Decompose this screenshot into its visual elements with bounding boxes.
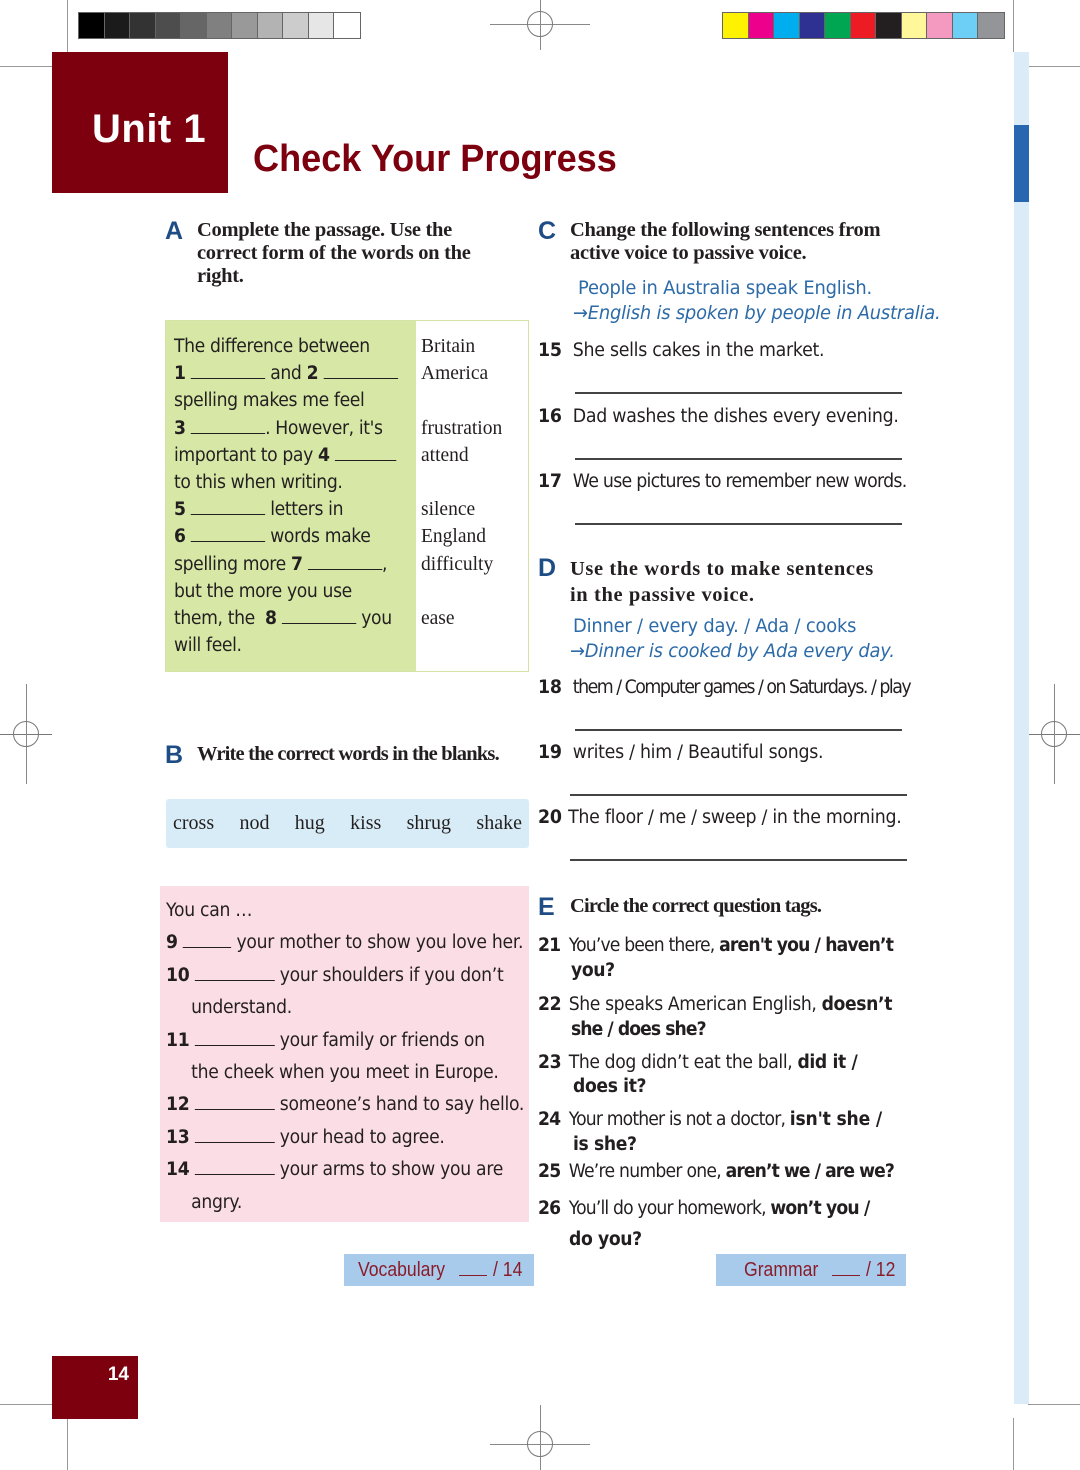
passage-line [174, 605, 399, 632]
word-bank-item: hug [294, 812, 325, 834]
item-text: The dog didn’t eat the ball, [568, 1052, 798, 1073]
color-swatch [207, 13, 233, 38]
color-swatch [953, 13, 979, 38]
section-a-passage-box [165, 320, 529, 672]
item-number: 14 [166, 1159, 190, 1181]
item-number: 10 [166, 964, 190, 986]
d-item [538, 677, 910, 698]
grammar-score-box [716, 1254, 906, 1286]
source-word [421, 632, 528, 659]
intro-line: You can … [166, 900, 253, 921]
item-text: writes / him / Beautiful songs. [572, 742, 824, 763]
item-number: 18 [538, 677, 562, 698]
color-swatch [800, 13, 826, 38]
source-word: silence [421, 499, 476, 521]
word-bank-item: cross [173, 812, 215, 834]
blank-6[interactable] [191, 524, 265, 542]
passage-text: them, the [174, 607, 255, 629]
tag-options[interactable]: doesn’t [821, 994, 893, 1015]
blank-number: 3 [174, 417, 186, 439]
color-swatch [181, 13, 207, 38]
passage-text: letters in [270, 499, 344, 521]
section-e-heading [538, 895, 821, 919]
blank-2[interactable] [323, 361, 397, 379]
color-swatch [334, 13, 360, 38]
word-column [416, 321, 528, 671]
blank-7[interactable] [308, 552, 382, 570]
color-swatch [79, 13, 105, 38]
instruction-line: in the passive voice. [570, 584, 755, 606]
blank-number: 6 [174, 526, 186, 548]
passage-line [174, 496, 399, 523]
item-number: 12 [166, 1094, 190, 1116]
color-swatch [774, 13, 800, 38]
item-text: your arms to show you are [279, 1159, 504, 1181]
tag-options-cont[interactable]: is she? [573, 1134, 637, 1155]
registration-mark-bottom [490, 1420, 590, 1470]
side-strip [1014, 52, 1029, 1404]
process-color-bar [722, 12, 1005, 39]
passage-text: will feel. [174, 635, 242, 657]
registration-mark-left [0, 684, 60, 784]
instruction-line: correct form of the words on the [197, 242, 471, 264]
section-b-heading [165, 743, 499, 767]
word-bank-item: shrug [406, 812, 452, 834]
answer-line-19[interactable] [570, 794, 907, 796]
crop-mark [1013, 1418, 1014, 1470]
section-letter: A [165, 217, 184, 245]
e-item [538, 933, 893, 959]
item-text: them / Computer games / on Saturdays. / play [572, 677, 911, 698]
blank-13[interactable] [195, 1125, 275, 1143]
tag-options[interactable]: did it / [797, 1052, 858, 1073]
section-b-instruction: Write the correct words in the blanks. [197, 743, 499, 765]
grayscale-color-bar [78, 12, 361, 39]
e-item [538, 1159, 894, 1185]
tag-options[interactable]: aren't you / haven’t [719, 935, 894, 956]
passage-text: words make [270, 526, 371, 548]
b-item [166, 1123, 504, 1155]
section-letter: E [538, 893, 555, 921]
score-total: / 12 [866, 1259, 896, 1281]
passage-text: you [361, 607, 392, 629]
section-c-instruction [570, 219, 880, 265]
item-text: You’ve been there, [568, 935, 720, 956]
b-item-cont: the cheek when you meet in Europe. [191, 1061, 499, 1083]
tag-options-cont[interactable]: you? [571, 960, 615, 981]
b-item [166, 1026, 504, 1058]
word-bank-item: kiss [350, 812, 382, 834]
section-c-heading [538, 219, 880, 265]
blank-number: 4 [318, 444, 330, 466]
example-answer: →Dinner is cooked by Ada every day. [570, 640, 895, 662]
answer-line-20[interactable] [570, 859, 907, 861]
side-tab-marker [1014, 125, 1029, 202]
color-swatch [258, 13, 284, 38]
tag-options-cont[interactable]: she / does she? [571, 1019, 706, 1040]
score-label: Grammar [744, 1259, 819, 1281]
registration-mark-top [490, 0, 590, 50]
e-item [538, 992, 892, 1018]
page-number: 14 [107, 1364, 129, 1385]
item-number: 17 [538, 471, 562, 492]
section-d-example [573, 614, 856, 640]
word-bank-item: nod [239, 812, 270, 834]
color-swatch [876, 13, 902, 38]
b-item [166, 1090, 525, 1122]
tag-options-cont[interactable]: do you? [569, 1229, 642, 1250]
blank-8[interactable] [282, 606, 356, 624]
blank-number: 7 [290, 553, 303, 575]
passage-line [174, 442, 399, 469]
passage-text: The difference between [174, 336, 370, 357]
passage-line [174, 415, 399, 442]
answer-line-17[interactable] [575, 523, 902, 525]
source-word: America [421, 363, 489, 385]
blank-4[interactable] [335, 443, 396, 461]
c-item [538, 340, 824, 361]
answer-line-16[interactable] [575, 458, 902, 460]
item-number: 24 [538, 1109, 561, 1130]
item-text: Dad washes the dishes every evening. [572, 406, 899, 427]
item-text: your mother to show you love her. [236, 932, 524, 954]
color-swatch [927, 13, 953, 38]
page-number-badge [52, 1356, 138, 1419]
blank-5[interactable] [191, 497, 265, 515]
item-text: Your mother is not a doctor, [568, 1109, 790, 1130]
passage-text: to this when writing. [174, 471, 343, 493]
grammar-score-blank[interactable] [832, 1258, 860, 1276]
section-d-example-answer [570, 639, 895, 665]
word-bank-item: shake [476, 812, 522, 834]
color-swatch [309, 13, 335, 38]
color-swatch [232, 13, 258, 38]
color-swatch [723, 13, 749, 38]
score-label: Vocabulary [358, 1259, 446, 1281]
item-number: 13 [166, 1126, 190, 1148]
color-swatch [105, 13, 131, 38]
registration-mark-right [1028, 684, 1080, 784]
color-swatch [156, 13, 182, 38]
example-answer: →English is spoken by people in Australia. [573, 302, 941, 324]
passage-line [174, 360, 399, 387]
vocabulary-score-blank[interactable] [459, 1258, 487, 1276]
instruction-line: Change the following sentences from [570, 219, 881, 241]
section-c-example [578, 276, 872, 302]
b-item-cont: understand. [191, 997, 292, 1019]
passage-line [174, 578, 399, 605]
item-number: 9 [166, 932, 178, 954]
c-item [538, 471, 906, 492]
score-total: / 14 [492, 1259, 523, 1281]
b-item [166, 961, 504, 993]
unit-label: Unit 1 [92, 107, 207, 151]
example-sentence: Dinner / every day. / Ada / cooks [573, 615, 857, 637]
answer-line-18[interactable] [575, 729, 902, 731]
source-word: England [421, 526, 486, 548]
source-word: difficulty [421, 553, 494, 575]
tag-options-cont[interactable]: does it? [573, 1076, 647, 1097]
item-text: your shoulders if you don’t [279, 964, 504, 986]
passage-text: . However, it's [265, 417, 383, 439]
passage-column [166, 321, 416, 671]
b-item-cont: angry. [191, 1191, 243, 1213]
blank-9[interactable] [183, 930, 231, 948]
crop-mark [0, 66, 52, 67]
section-d-heading [538, 556, 874, 608]
item-text: someone’s hand to say hello. [279, 1094, 525, 1116]
crop-mark [67, 0, 68, 52]
item-number: 22 [538, 994, 562, 1015]
d-item [538, 807, 901, 828]
passage-text: spelling makes me feel [174, 390, 365, 412]
section-letter: D [538, 554, 557, 582]
crop-mark [1013, 0, 1014, 52]
vocabulary-score-box [344, 1254, 534, 1286]
instruction-line: Complete the passage. Use the [197, 219, 452, 241]
color-swatch [825, 13, 851, 38]
crop-mark [0, 1404, 52, 1405]
blank-number: 1 [174, 363, 186, 385]
item-number: 15 [538, 340, 562, 361]
blank-number: 2 [306, 363, 319, 385]
item-text: The floor / me / sweep / in the morning. [568, 807, 902, 828]
item-text: your head to agree. [279, 1126, 445, 1148]
e-item [538, 1107, 882, 1133]
color-swatch [902, 13, 928, 38]
passage-text: , [382, 553, 388, 575]
item-number: 11 [166, 1029, 190, 1051]
e-item [538, 1050, 857, 1076]
blank-number: 8 [265, 607, 277, 629]
item-number: 16 [538, 406, 562, 427]
item-number: 26 [538, 1198, 561, 1219]
tag-options[interactable]: aren’t we / are we? [725, 1161, 894, 1182]
passage-line [174, 469, 399, 496]
b-item [166, 928, 524, 960]
passage-line [174, 523, 399, 550]
e-item [538, 1196, 869, 1222]
instruction-line: active voice to passive voice. [570, 242, 807, 264]
passage-text: and [270, 363, 302, 385]
section-c-example-answer [573, 301, 941, 327]
blank-1[interactable] [191, 361, 265, 379]
source-word: frustration [421, 417, 503, 439]
item-number: 23 [538, 1052, 562, 1073]
item-text: She speaks American English, [568, 994, 822, 1015]
page-title: Check Your Progress [253, 138, 617, 180]
color-swatch [283, 13, 309, 38]
blank-number: 5 [174, 499, 186, 521]
item-text: We use pictures to remember new words. [572, 471, 907, 492]
word-bank [166, 799, 529, 848]
section-d-instruction [570, 556, 874, 608]
source-word: ease [421, 607, 455, 629]
item-number: 25 [538, 1161, 561, 1182]
color-swatch [978, 13, 1004, 38]
item-text: You’ll do your homework, [568, 1198, 771, 1219]
passage-text: but the more you use [174, 580, 352, 602]
blank-12[interactable] [195, 1092, 275, 1110]
item-text: She sells cakes in the market. [572, 340, 825, 361]
item-text: your family or friends on [279, 1029, 485, 1051]
d-item [538, 742, 823, 763]
b-item [166, 1155, 504, 1187]
c-item [538, 406, 899, 427]
item-number: 20 [538, 807, 562, 828]
passage-text: important to pay [174, 444, 313, 466]
item-text: We’re number one, [568, 1161, 726, 1182]
section-a-heading [165, 219, 471, 288]
source-word [421, 469, 528, 496]
passage-line [174, 387, 399, 414]
section-e-instruction: Circle the correct question tags. [570, 895, 822, 917]
answer-line-15[interactable] [575, 392, 902, 394]
color-swatch [749, 13, 775, 38]
example-sentence: People in Australia speak English. [578, 277, 873, 299]
blank-14[interactable] [195, 1157, 275, 1175]
blank-11[interactable] [195, 1028, 275, 1046]
item-number: 21 [538, 935, 561, 956]
section-a-instruction [197, 219, 471, 288]
passage-line [174, 333, 399, 360]
item-number: 19 [538, 742, 562, 763]
tag-options[interactable]: won’t you / [770, 1198, 870, 1219]
source-word [421, 387, 528, 414]
passage-text: spelling more [174, 553, 286, 575]
section-letter: B [165, 741, 184, 769]
tag-options[interactable]: isn't she / [789, 1109, 883, 1130]
source-word [421, 578, 528, 605]
source-word: attend [421, 444, 469, 466]
passage-line [174, 551, 399, 578]
passage-line [174, 632, 399, 659]
crop-mark [67, 1418, 68, 1470]
instruction-line: Use the words to make sentences [570, 558, 874, 580]
color-swatch [851, 13, 877, 38]
instruction-line: right. [197, 265, 244, 287]
section-letter: C [538, 217, 557, 245]
unit-badge [52, 52, 228, 193]
section-b-items-box [160, 886, 529, 1222]
blank-10[interactable] [195, 963, 275, 981]
crop-mark [1028, 1404, 1080, 1405]
color-swatch [130, 13, 156, 38]
blank-3[interactable] [191, 416, 265, 434]
crop-mark [1028, 66, 1080, 67]
source-word: Britain [421, 336, 476, 357]
